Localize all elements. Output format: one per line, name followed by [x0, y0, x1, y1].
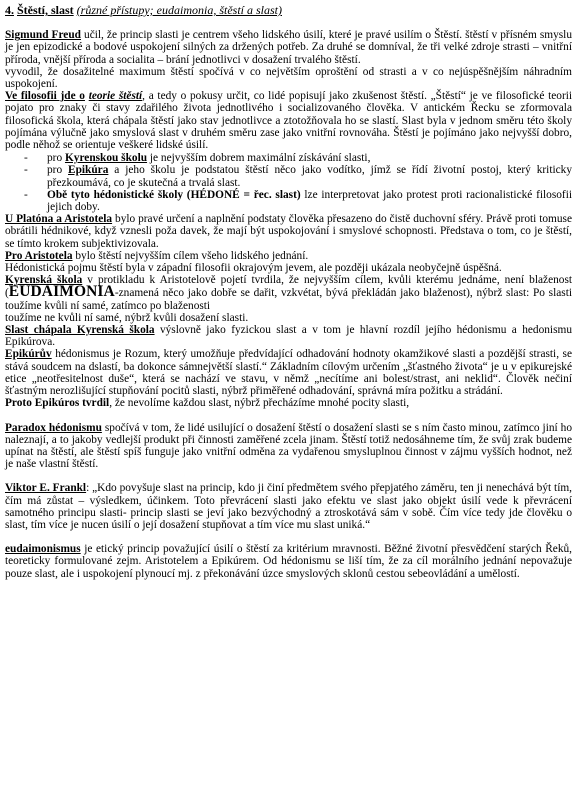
plato-text: bylo pravé určení a naplnění podstaty člověka přesazeno do čistě duchovní sféry. Právě proti tomuse obrátili hédnikové, když vznesli poža davek, že mají být uspokojování i smyslové schopnosti. Představa o tom, co je štěstí, se tímto krokem subjektivizovala.: [5, 213, 572, 250]
list-item: [5, 189, 572, 213]
paragraph-epicurus: [5, 348, 572, 397]
term-epicurus-claim: Proto Epikúros tvrdil: [5, 397, 110, 410]
cyrenaic-text-a: v protikladu k Aristotelově pojetí tvrdila, že nejvyšším cílem, kvůli kterému jednáme, není blaženost (: [5, 274, 573, 300]
list-term: Obě tyto hédonistické školy (HÉDONÉ = řec. slast): [47, 188, 301, 201]
paragraph-cyrenaic: [5, 274, 572, 312]
term-aristotle: Pro Aristotela: [5, 249, 73, 262]
paragraph-cyrenaic-cont: [5, 312, 572, 324]
list-dash: -: [24, 152, 28, 165]
paragraph-freud: [5, 29, 572, 66]
list-pre: pro: [47, 164, 63, 177]
paragraph-eudaimonism: [5, 543, 572, 580]
term-cyrenaic-pleasure: Slast chápala Kyrenská škola: [5, 324, 155, 337]
list-item: [5, 164, 572, 188]
eudaimonism-text: je etický princip považující úsilí o štěstí za kritérium mravnosti. Běžné životní přesvědčení starých Řeků, teoreticky formulované zejm. Aristotelem a Epikúrem. Od hédonismu se liší tím, že za cíl morálního jednání nepovažuje pouze slast, ale i uspokojení plynoucí mj. z překonávání úzce smyslových sklonů cestou sebeovládání a umělostí.: [5, 543, 573, 580]
list-text: lze interpretovat jako protest proti racionalistické filosofii jejich doby.: [47, 188, 572, 214]
spacer: [5, 531, 572, 543]
paragraph-hedonism: [5, 262, 572, 274]
frankl-text: : „Kdo povyšuje slast na princip, kdo ji činí předmětem svého přepjatého záměru, ten ji nenechává být tím, čím má zůstat – výsledkem, účinkem. Toto převrácení slasti jako efektu ve slast jako objekt úsilí vede k převrácení samotného principu slasti- princip slasti se jeví jako bezvýchodný a ztroskotává sám v sobě. Čím více tedy jde člověku o slast, tím více je nucen úsilí o její dosažení stupňovat a tím více mu slast uniká.“: [5, 482, 572, 531]
list-text: je nejvyšším dobrem maximální získávání slasti,: [149, 152, 371, 165]
list-text: a jeho školu je podstatou štěstí něco jako vodítko, jímž se řídí životní postoj, který kriticky přezkoumává, co je skutečná a trvalá slast.: [47, 164, 572, 189]
spacer: [5, 470, 572, 482]
paragraph-frankl: [5, 482, 572, 531]
cyrenaic-pleasure-text: výslovně jako fyzickou slast a v tom je hlavní rozdíl jejího hédonismu a hedonismu Epikúrova.: [5, 324, 572, 349]
term-cyrenaic: Kyrenská škola: [5, 274, 83, 287]
paragraph-cyrenaic-pleasure: [5, 324, 572, 348]
term-eudaimonism: eudaimonismus: [5, 543, 81, 556]
term-philosophy: Ve filosofii jde o: [5, 90, 85, 103]
list-pre: pro: [47, 152, 63, 165]
list-term: Kyrenskou školu: [64, 152, 148, 165]
term-freud: Sigmund Freud: [5, 29, 81, 42]
hedonism-text: Hédonistická pojmu štěstí byla v západní filosofii okrajovým jevem, ale později ukázala neobyčejně úspěšná.: [5, 262, 502, 275]
title-number: 4.: [5, 3, 14, 17]
term-frankl: Viktor E. Frankl: [5, 482, 87, 495]
list-dash: -: [24, 164, 28, 177]
term-paradox: Paradox hédonismu: [5, 421, 102, 434]
paragraph-paradox: [5, 422, 572, 471]
paragraph-philosophy: [5, 90, 572, 151]
paragraph-freud-conclusion: [5, 66, 572, 90]
paragraph-plato: [5, 213, 572, 250]
paragraph-aristotle: [5, 250, 572, 262]
term-epicurus: Epikúrův: [5, 348, 52, 361]
title-main: Štěstí, slast: [17, 3, 74, 17]
term-theory: teorie štěstí: [88, 90, 143, 103]
epicurus-text: hédonismus je Rozum, který umožňuje předvídající odhadování hodnoty okamžikové slasti a pozdější strasti, se stává soudcem na dslastí, ba dokonce sámnejvětší slastí.“ Základním cílovým určením „šťastného života“ je u v epikurejské etice „neotřesitelnost duše“, která se nachází ve stavu, v němž „necítíme ani bolest/strast, ani neklid“. Člověk nečiní šťastným nerozlišující stupňování pocitů slasti, nýbrž přiměřené odhadování, správná míra požitku a strádání.: [5, 348, 572, 398]
philosophy-text: , a tedy o pokusy určit, co lidé popisují jako zkušenost štěstí. „Štěstí“ je ve filosofické teorii pojato pro znaky či stavy zdařilého života jednotlivého i socializovaného člověka. V antickém Řecku se zformovala filosofická škola, která chápala štěstí jako stav jednotlivce a ztotožňovala ho se slastí. Slast byla v jednom směru této školy pojímána výlučně jako smyslová slast v druhém směru zase jako vnitřní rovnováha. Štěstí je pojímáno jako nejvyšší dobro, podle něhož se orientuje veškeré lidské úsilí.: [5, 90, 573, 152]
epicurus-claim-text: , že nevolíme každou slast, nýbrž přecházíme mnohé pocity slasti,: [109, 397, 410, 410]
schools-list: [5, 152, 572, 213]
cyrenaic-text-b: -znamená něco jako dobře se dařit, vzkvétat, bývá překládán jako blaženost), nýbrž slast: Po slasti toužíme kvůli ní samé, zatímco po blaženosti: [5, 287, 572, 312]
aristotle-text: bylo štěstí nejvyšším cílem všeho lidského jednání.: [75, 249, 309, 262]
list-item: [5, 152, 572, 164]
paradox-text: spočívá v tom, že lidé usilující o dosažení štěstí o dosažení slasti se s ním často minou, zatímco jiní ho naleznají, a to jakoby vedlejší produkt při činnosti zaměřené zcela jinam. Štěstí totiž nedosáhneme tím, že svůj zrak budeme upínat na štěstí, ale štěstí spíš funguje jako vnitřní odměna za vydařenou smysluplnou činnost v zájmu vyšších hodnot, než je naše vlastní štěstí.: [5, 421, 572, 471]
freud-text: učil, že princip slasti je centrem všeho lidského úsilí, které je pravé usilím o Štěstí. štěstí v přísném smyslu je jen epizodické a bodové uspokojení silných za držených potřeb. Za druhé se domníval, že tři velké zdroje strasti – vnitřní příroda, vnější příroda a socialita – brání jednotlivci v dosažení trvalého štěstí.: [5, 29, 572, 66]
title-subtitle: (různé přístupy; eudaimonia, štěstí a slast): [76, 3, 282, 17]
term-eudaimonia: EUDAIMONIA: [8, 283, 115, 301]
list-dash: -: [24, 188, 28, 201]
freud-conclusion-text: vyvodil, že dosažitelné maximum štěstí spočívá v co největším oproštění od strasti a v co nejúspěšnějším náhradním uspokojení.: [5, 65, 572, 91]
list-term: Epikúra: [68, 164, 109, 177]
spacer: [5, 410, 572, 422]
paragraph-epicurus-claim: [5, 397, 572, 409]
cyrenaic-text-c: toužíme ne kvůli ní samé, nýbrž kvůli dosažení slasti.: [5, 311, 249, 324]
term-plato: U Platóna a Aristotela: [5, 213, 113, 226]
page-title: [5, 4, 572, 16]
